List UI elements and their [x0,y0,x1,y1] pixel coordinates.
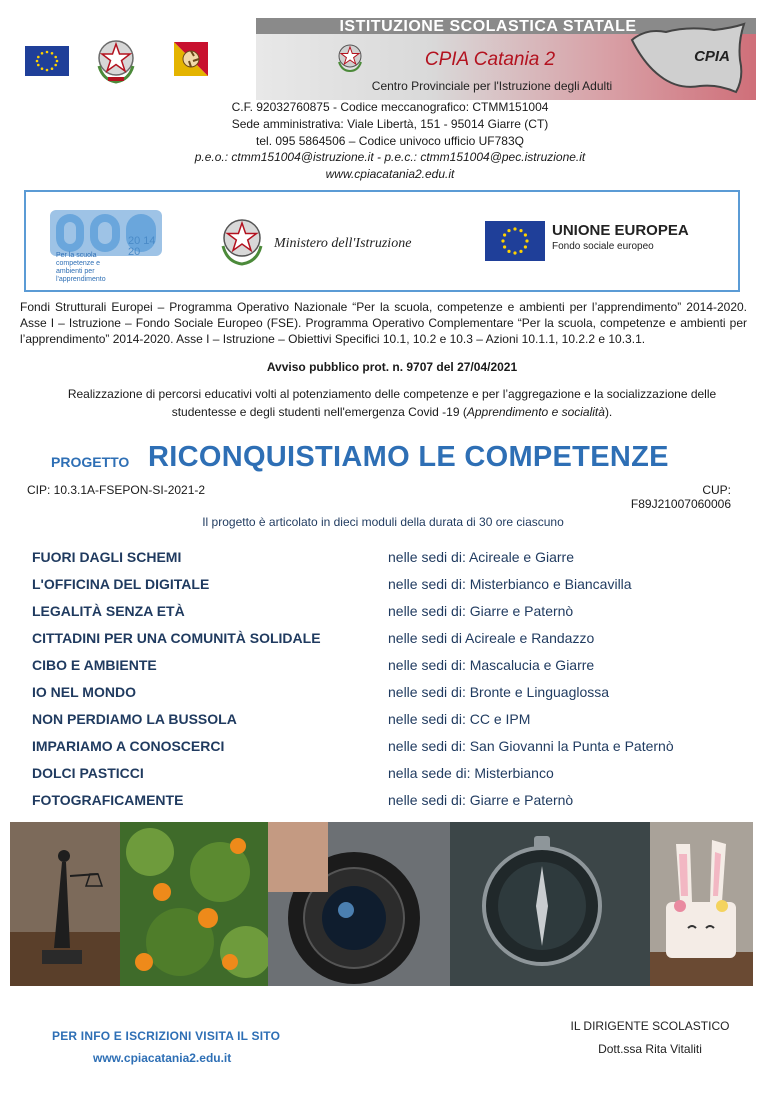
email-line: p.e.o.: ctmm151004@istruzione.it - p.e.c.: ctmm151004@pec.istruzione.it [194,150,586,164]
project-description-italic: Apprendimento e socialità [466,405,605,419]
info-text: PER INFO E ISCRIZIONI VISITA IL SITO [52,1029,281,1043]
website-link[interactable]: www.cpiacatania2.edu.it [93,1051,232,1065]
module-location: nelle sedi di Acireale e Randazzo [388,630,595,646]
module-location: nelle sedi di: Giarre e Paternò [388,603,574,619]
project-description-text: Realizzazione di percorsi educativi volti al potenziamento delle competenze e per l’aggregazione e la socializzazione delle studentesse e degli studenti nell'emergenza Covid -19 ( [67,387,717,419]
ministry-name: Ministero dell'Istruzione [274,236,412,251]
justice-statue-image [10,822,120,986]
module-name: CIBO E AMBIENTE [32,657,157,673]
project-description-end: ). [604,405,613,419]
compass-image [450,822,650,986]
module-location: nelle sedi di: Bronte e Linguaglossa [388,684,610,700]
module-row [32,710,752,737]
module-row [32,575,752,602]
modules-intro: Il progetto è articolato in dieci moduli della durata di 30 ore ciascuno [202,515,564,529]
module-location: nella sede di: Misterbianco [388,765,554,781]
eu-title: UNIONE EUROPEA [552,222,689,239]
website-line: www.cpiacatania2.edu.it [325,167,455,181]
address-line: Sede amministrativa: Viale Libertà, 151 - 95014 Giarre (CT) [231,117,549,131]
module-location: nelle sedi di: San Giovanni la Punta e Paternò [388,738,674,754]
principal-title: IL DIRIGENTE SCOLASTICO [570,1019,730,1033]
banner-school-name: CPIA Catania 2 [424,49,556,70]
cup-code: CUP: F89J21007060006 [630,483,731,511]
module-location: nelle sedi di: Mascalucia e Giarre [388,657,595,673]
module-name: CITTADINI PER UNA COMUNITÀ SOLIDALE [32,630,321,646]
project-description [40,385,744,421]
pon-year: 20 14 20 [128,235,156,258]
public-notice: Avviso pubblico prot. n. 9707 del 27/04/2021 [266,360,518,374]
pon-subtitle: Per la scuola competenze e ambienti per l'apprendimento [56,252,106,283]
eu-flag-fse-icon [485,221,545,261]
sicily-region-emblem-icon [174,42,208,76]
module-name: DOLCI PASTICCI [32,765,144,781]
module-location: nelle sedi di: CC e IPM [388,711,531,727]
module-row [32,737,752,764]
banner-title: ISTITUZIONE SCOLASTICA STATALE [339,18,637,35]
module-row [32,791,752,818]
italian-republic-emblem-icon [93,36,139,84]
module-name: NON PERDIAMO LA BUSSOLA [32,711,237,727]
eu-flag-icon [25,46,69,76]
project-label: PROGETTO [51,454,130,470]
bunny-cake-image [650,822,753,986]
principal-name: Dott.ssa Rita Vitaliti [598,1042,702,1056]
module-row [32,683,752,710]
module-row [32,656,752,683]
project-title: RICONQUISTIAMO LE COMPETENZE [148,441,669,473]
module-location: nelle sedi di: Acireale e Giarre [388,549,574,565]
module-location: nelle sedi di: Giarre e Paternò [388,792,574,808]
module-name: FOTOGRAFICAMENTE [32,792,184,808]
module-row [32,602,752,629]
cip-code: CIP: 10.3.1A-FSEPON-SI-2021-2 [27,483,206,497]
banner-subtitle: Centro Provinciale per l'Istruzione degli Adulti [371,79,613,93]
ministry-emblem-icon [218,214,266,266]
modules-list [32,548,752,818]
module-row [32,548,752,575]
module-name: L'OFFICINA DEL DIGITALE [32,576,210,592]
fiscal-code-line: C.F. 92032760875 - Codice meccanografico: CTMM151004 [231,100,549,114]
phone-line: tel. 095 5864506 – Codice univoco ufficio UF783Q [256,134,524,148]
module-row [32,764,752,791]
banner-emblem-icon [336,42,364,72]
module-name: LEGALITÀ SENZA ETÀ [32,603,185,619]
module-name: IO NEL MONDO [32,684,136,700]
orange-tree-image [120,822,268,986]
module-row [32,629,752,656]
module-name: IMPARIAMO A CONOSCERCI [32,738,225,754]
camera-lens-image [268,822,450,986]
photo-strip [10,822,753,986]
funding-paragraph: Fondi Strutturali Europei – Programma Operativo Nazionale “Per la scuola, competenze e ambienti per l’apprendimento” 2014-2020. Asse I – Istruzione – Fondo Sociale Europeo (FSE). Programma Operativo Complementare “Per la scuola, competenze e ambienti per l’apprendimento” 2014-2020. Asse I – Istruzione – Obiettivi Specifici 10.1, 10.2 e 10.3 – Azioni 10.1.1, 10.2.2 e 10.3.1. [20,300,747,346]
cpia-logo: CPIA [694,48,730,65]
module-name: FUORI DAGLI SCHEMI [32,549,182,565]
eu-subtitle: Fondo sociale europeo [552,241,654,252]
module-location: nelle sedi di: Misterbianco e Biancavilla [388,576,632,592]
